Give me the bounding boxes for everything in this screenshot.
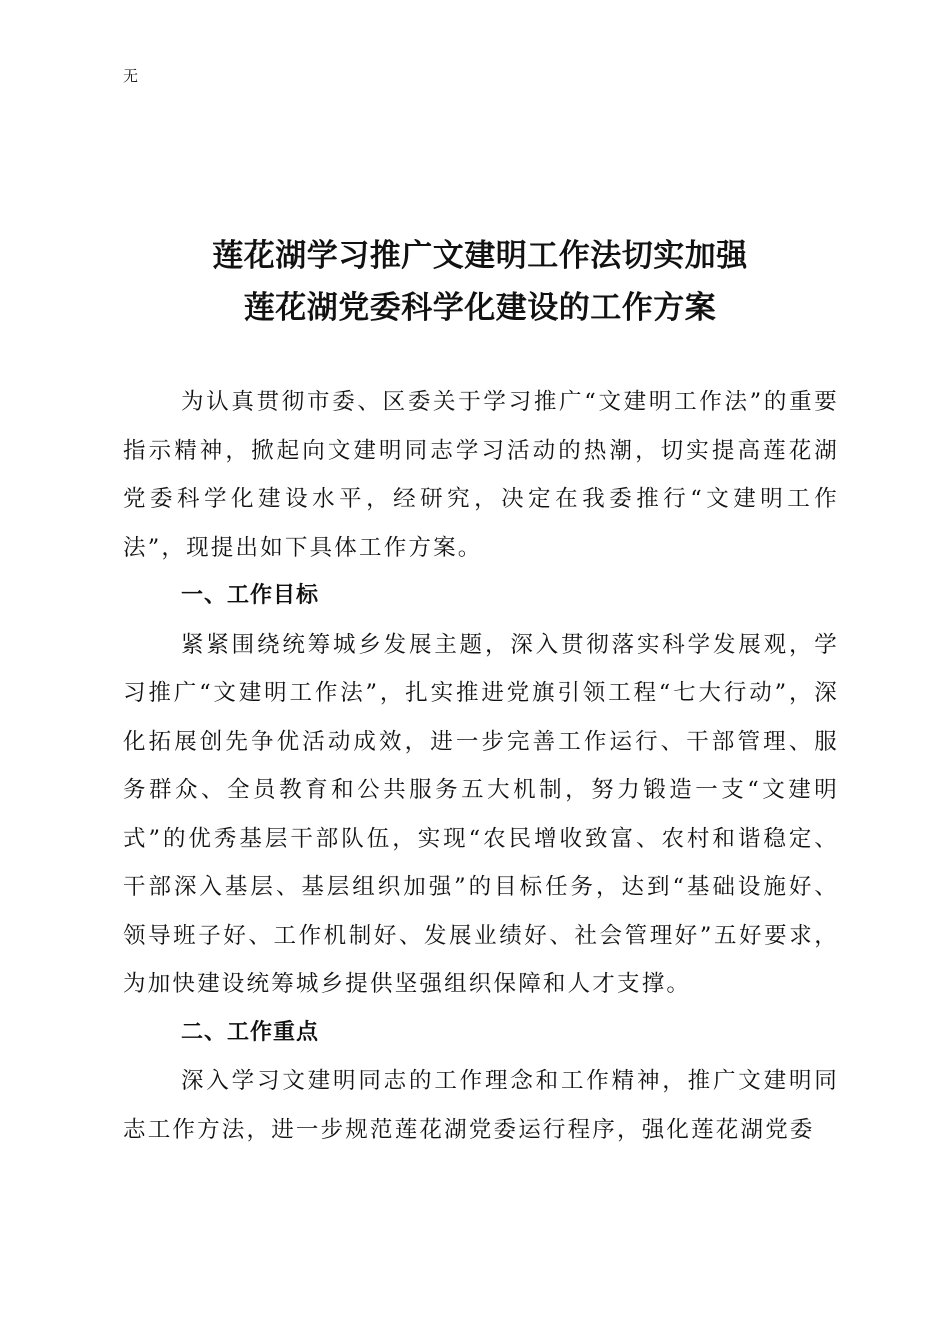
section-heading-goals: 一、工作目标 xyxy=(181,583,320,608)
section-heading-focus: 二、工作重点 xyxy=(181,1019,320,1045)
title-line-1: 莲花湖学习推广文建明工作法切实加强 xyxy=(212,238,748,274)
section-paragraph-goals: 紧紧围绕统筹城乡发展主题，深入贯彻落实科学发展观，学习推广“文建明工作法”，扎实推进党旗引领工程“七大行动”，深化拓展创先争优活动成效，进一步完善工作运行、干部管理、服务群众、全员教育和公共服务五大机制，努力锻造一支“文建明式”的优秀基层干部队伍，实现“农民增收致富、农村和谐稳定、干部深入基层、基层组织加强”的目标任务，达到“基础设施好、领导班子好、工作机制好、发展业绩好、社会管理好”五好要求，为加快建设统筹城乡提供坚强组织保障和人才支撑。 xyxy=(123,631,839,997)
title-line-2: 莲花湖党委科学化建设的工作方案 xyxy=(243,290,717,326)
document-body xyxy=(123,378,839,1154)
intro-paragraph: 为认真贯彻市委、区委关于学习推广“文建明工作法”的重要指示精神，掀起向文建明同志学习活动的热潮，切实提高莲花湖党委科学化建设水平，经研究，决定在我委推行“文建明工作法”，现提出如下具体工作方案。 xyxy=(123,389,839,561)
corner-mark: 无 xyxy=(123,67,139,85)
document-title xyxy=(100,230,860,334)
section-paragraph-focus: 深入学习文建明同志的工作理念和工作精神，推广文建明同志工作方法，进一步规范莲花湖党委运行程序，强化莲花湖党委 xyxy=(123,1068,839,1143)
